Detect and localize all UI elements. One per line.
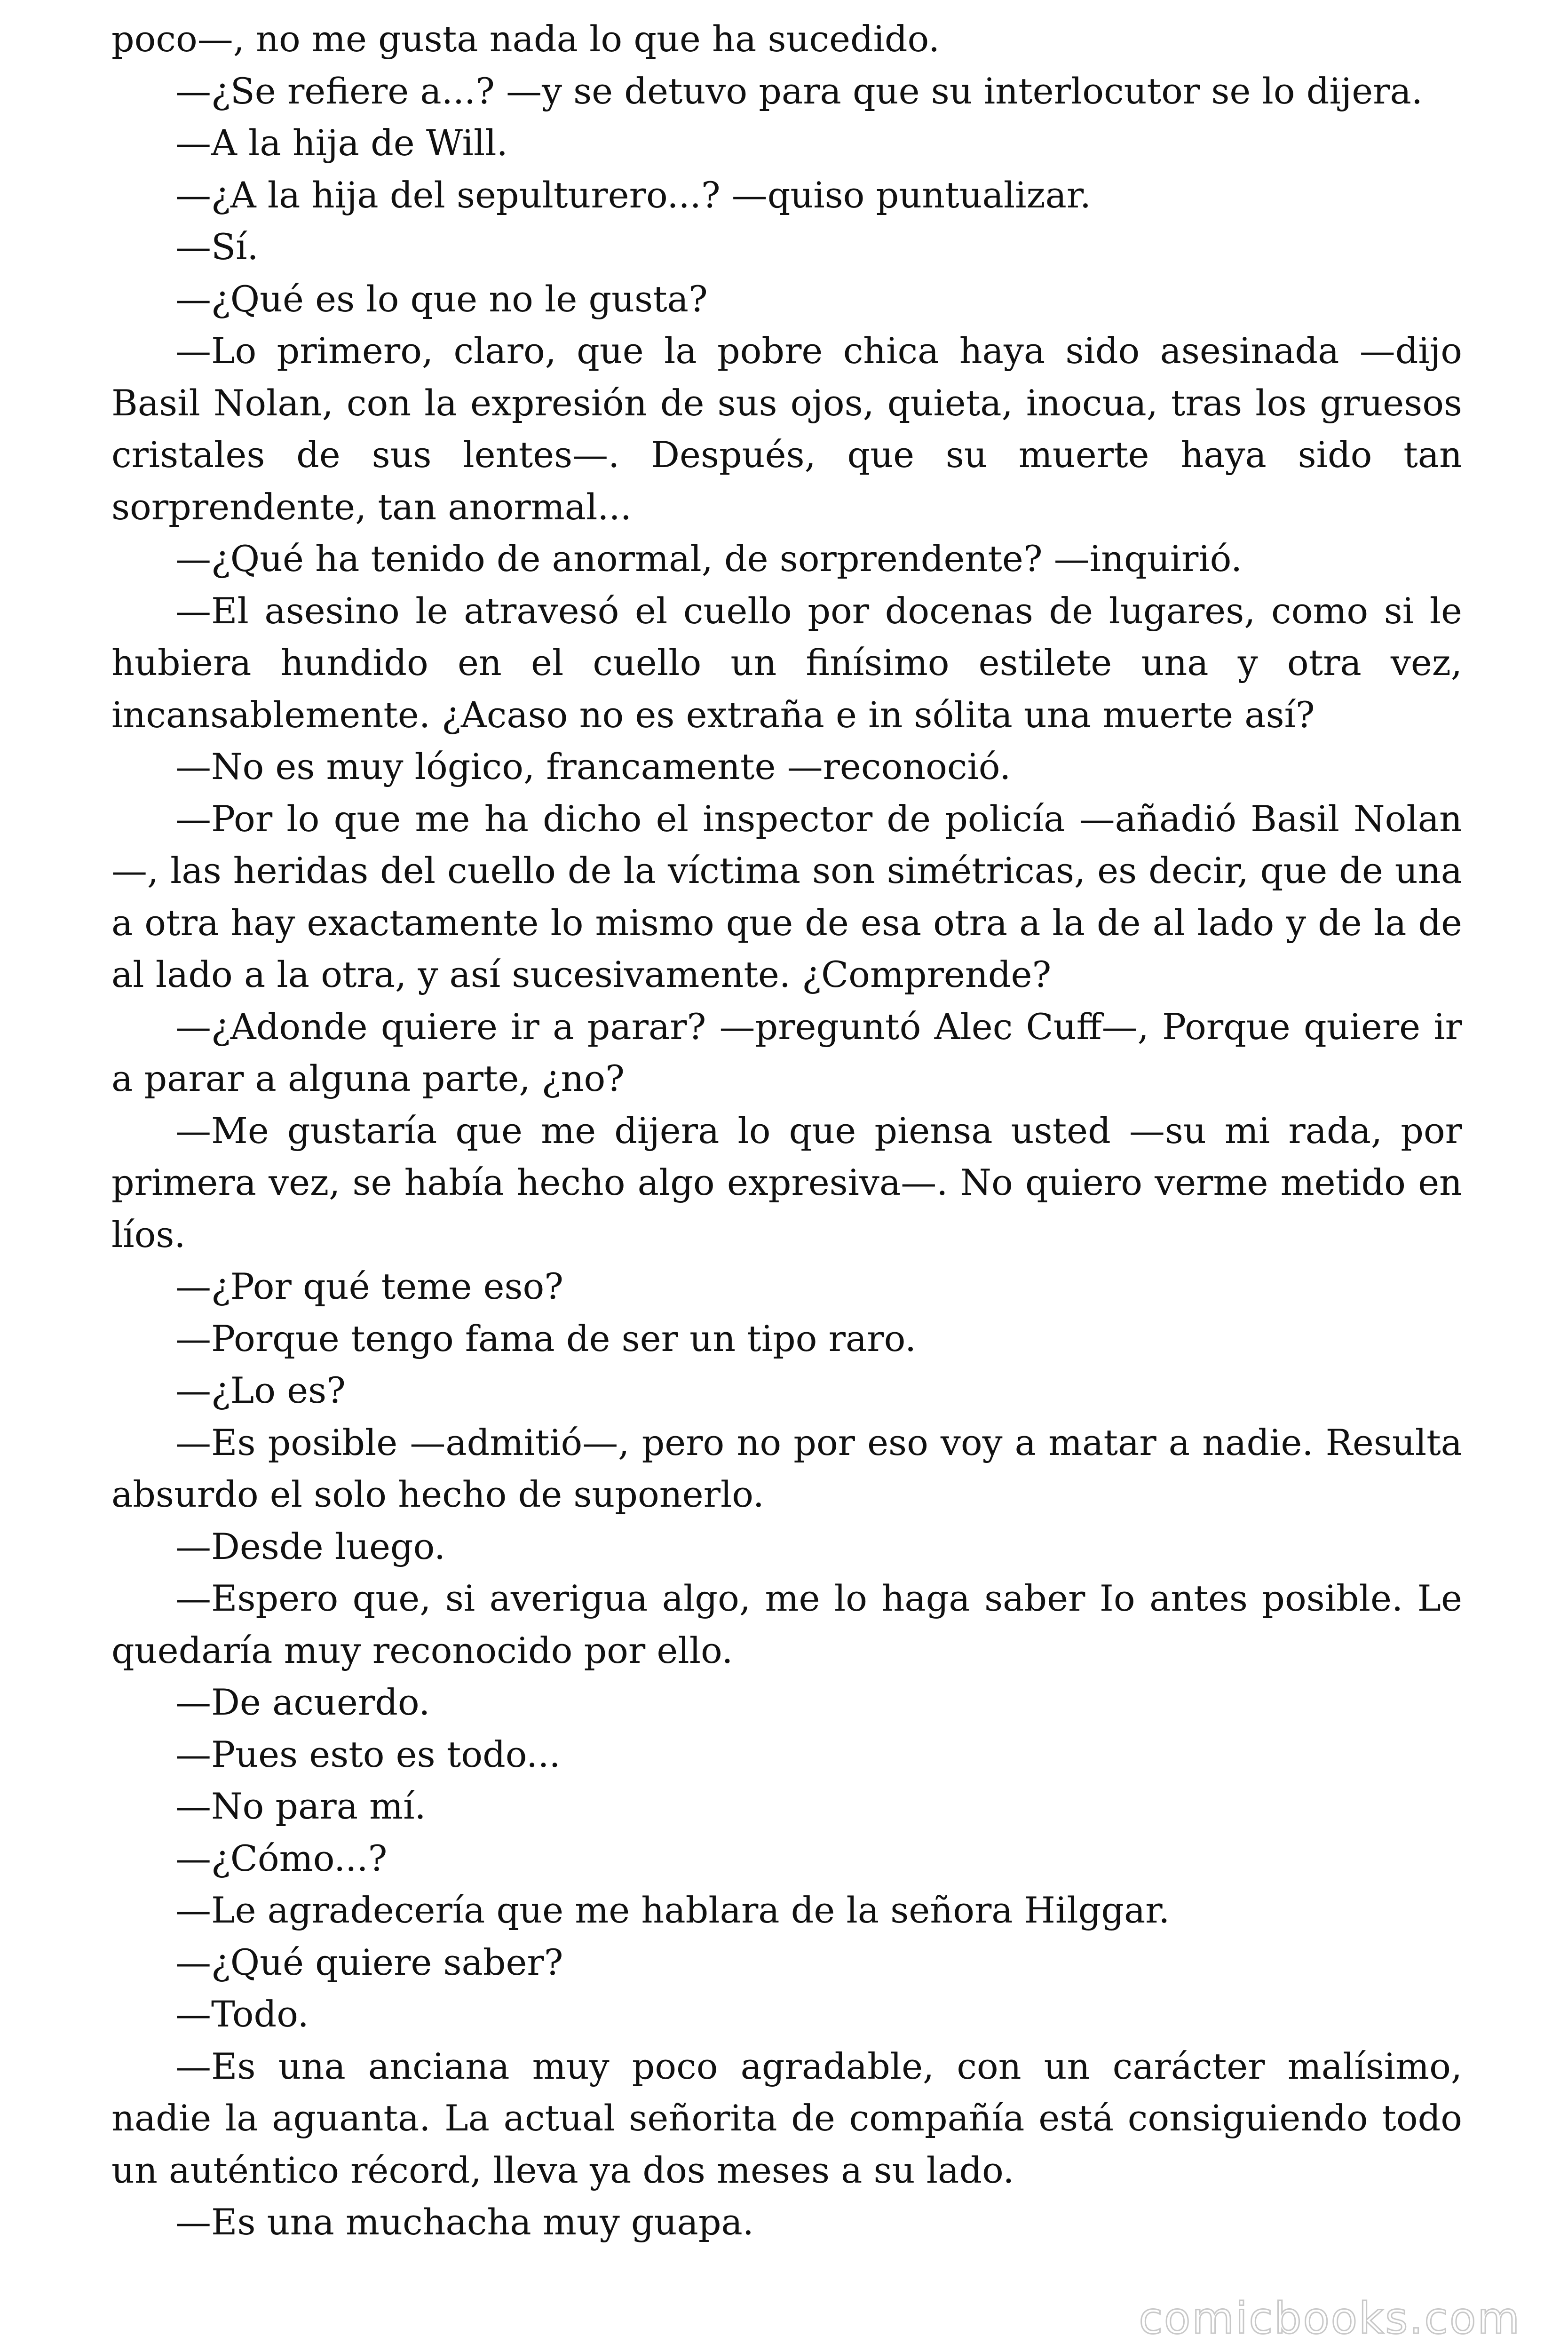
paragraph-4: —¿A la hija del sepulturero...? —quiso puntualizar.	[175, 174, 1092, 216]
paragraph-20: —De acuerdo.	[175, 1681, 430, 1723]
paragraph-14: —¿Por qué teme eso?	[175, 1265, 563, 1307]
paragraph-5: —Sí.	[175, 226, 259, 268]
paragraph-2: —¿Se refiere a...? —y se detuvo para que su interlocutor se lo dijera.	[175, 70, 1423, 112]
paragraph-15: —Porque tengo fama de ser un tipo raro.	[175, 1317, 917, 1359]
paragraph-22: —No para mí.	[175, 1785, 426, 1827]
paragraph-8: —¿Qué ha tenido de anormal, de sorprendente? —inquirió.	[175, 538, 1243, 580]
paragraph-11: —Por lo que me ha dicho el inspector de policía —añadió Basil Nolan—, las heridas del cuello de la víctima son simétricas, es decir, que de una a otra hay exactamente lo mismo que de esa otra a la de al lado y de la de al lado a la otra, y así sucesivamente. ¿Comprende?	[111, 797, 1462, 995]
paragraph-18: —Desde luego.	[175, 1525, 446, 1567]
paragraph-7: —Lo primero, claro, que la pobre chica haya sido asesinada —dijo Basil Nolan, con la expresión de sus ojos, quieta, inocua, tras los gruesos cristales de sus lentes—. Después, que su muerte haya sido tan sorprendente, tan anormal...	[111, 330, 1462, 528]
paragraph-21: —Pues esto es todo...	[175, 1733, 561, 1775]
paragraph-3: —A la hija de Will.	[175, 122, 508, 164]
paragraph-10: —No es muy lógico, francamente —reconoció.	[175, 746, 1011, 787]
paragraph-28: —Es una muchacha muy guapa.	[175, 2201, 754, 2243]
watermark-text: comicbooks.com	[1139, 2293, 1521, 2344]
paragraph-17: —Es posible —admitió—, pero no por eso voy a matar a nadie. Resulta absurdo el solo hecho de suponerlo.	[111, 1421, 1462, 1515]
document-page	[111, 13, 1462, 2249]
paragraph-26: —Todo.	[175, 1993, 309, 2035]
paragraph-9: —El asesino le atravesó el cuello por docenas de lugares, como si le hubiera hundido en el cuello un finísimo estilete una y otra vez, incansablemente. ¿Acaso no es extraña e in sólita una muerte así?	[111, 589, 1462, 736]
paragraph-23: —¿Cómo...?	[175, 1837, 388, 1879]
paragraph-27: —Es una anciana muy poco agradable, con un carácter malísimo, nadie la aguanta. La actual señorita de compañía está consiguiendo todo un auténtico récord, lleva ya dos meses a su lado.	[111, 2045, 1462, 2191]
paragraph-6: —¿Qué es lo que no le gusta?	[175, 278, 708, 320]
paragraph-19: —Espero que, si averigua algo, me lo haga saber Io antes posible. Le quedaría muy reconocido por ello.	[111, 1577, 1462, 1671]
paragraph-1: poco—, no me gusta nada lo que ha sucedido.	[111, 18, 940, 60]
paragraph-12: —¿Adonde quiere ir a parar? —preguntó Alec Cuff—, Porque quiere ir a parar a alguna parte, ¿no?	[111, 1005, 1462, 1099]
paragraph-25: —¿Qué quiere saber?	[175, 1941, 563, 1983]
paragraph-13: —Me gustaría que me dijera lo que piensa usted —su mi rada, por primera vez, se había hecho algo expresiva—. No quiero verme metido en líos.	[111, 1109, 1462, 1255]
paragraph-16: —¿Lo es?	[175, 1369, 346, 1411]
paragraph-24: —Le agradecería que me hablara de la señora Hilggar.	[175, 1889, 1170, 1931]
